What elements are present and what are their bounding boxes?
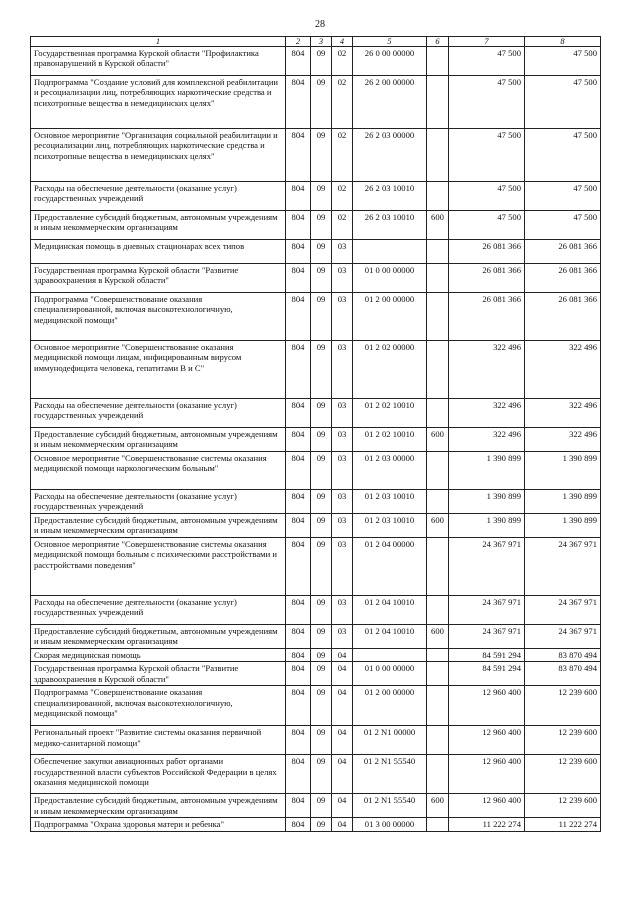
- section-code-cell: 09: [311, 514, 332, 538]
- section-code-cell: 09: [311, 755, 332, 794]
- amount-year1-cell: 12 960 400: [449, 686, 525, 726]
- section-code-cell: 09: [311, 47, 332, 76]
- row-name-cell: Предоставление субсидий бюджетным, автономным учреждениям и иным некоммерческим организациям: [31, 211, 286, 240]
- column-header: 6: [427, 37, 449, 47]
- row-name-cell: Скорая медицинская помощь: [31, 649, 286, 662]
- amount-year1-cell: 47 500: [449, 182, 525, 211]
- amount-year1-cell: 12 960 400: [449, 794, 525, 818]
- section-code-cell: 09: [311, 794, 332, 818]
- table-body: [31, 47, 601, 832]
- subsection-code-cell: 03: [332, 240, 353, 264]
- grbs-code-cell: 804: [286, 625, 311, 649]
- table-row: [31, 794, 601, 818]
- section-code-cell: 09: [311, 818, 332, 832]
- section-code-cell: 09: [311, 182, 332, 211]
- amount-year1-cell: 12 960 400: [449, 726, 525, 755]
- section-code-cell: 09: [311, 240, 332, 264]
- row-name-cell: Основное мероприятие "Совершенствование оказания медицинской помощи лицам, инфицированным вирусом иммунодефицита человека, гепатитами В и С": [31, 341, 286, 399]
- row-name-cell: Государственная программа Курской области "Профилактика правонарушений в Курской области": [31, 47, 286, 76]
- table-row: [31, 596, 601, 625]
- column-header: 4: [332, 37, 353, 47]
- amount-year1-cell: 26 081 366: [449, 293, 525, 341]
- section-code-cell: 09: [311, 662, 332, 686]
- section-code-cell: 09: [311, 211, 332, 240]
- grbs-code-cell: 804: [286, 818, 311, 832]
- target-article-cell: [353, 649, 427, 662]
- amount-year1-cell: 47 500: [449, 129, 525, 182]
- amount-year2-cell: 1 390 899: [525, 490, 601, 514]
- table-row: [31, 240, 601, 264]
- table-row: [31, 76, 601, 129]
- section-code-cell: 09: [311, 129, 332, 182]
- target-article-cell: [353, 240, 427, 264]
- grbs-code-cell: 804: [286, 47, 311, 76]
- grbs-code-cell: 804: [286, 211, 311, 240]
- subsection-code-cell: 03: [332, 341, 353, 399]
- row-name-cell: Предоставление субсидий бюджетным, автономным учреждениям и иным некоммерческим организациям: [31, 625, 286, 649]
- amount-year1-cell: 322 496: [449, 399, 525, 428]
- amount-year2-cell: 1 390 899: [525, 514, 601, 538]
- expense-type-cell: 600: [427, 514, 449, 538]
- subsection-code-cell: 04: [332, 794, 353, 818]
- section-code-cell: 09: [311, 341, 332, 399]
- grbs-code-cell: 804: [286, 293, 311, 341]
- table-row: [31, 818, 601, 832]
- table-row: [31, 514, 601, 538]
- amount-year2-cell: 26 081 366: [525, 240, 601, 264]
- target-article-cell: 01 2 04 10010: [353, 625, 427, 649]
- grbs-code-cell: 804: [286, 182, 311, 211]
- amount-year2-cell: 26 081 366: [525, 293, 601, 341]
- target-article-cell: 01 0 00 00000: [353, 264, 427, 293]
- amount-year2-cell: 24 367 971: [525, 596, 601, 625]
- section-code-cell: 09: [311, 625, 332, 649]
- amount-year2-cell: 26 081 366: [525, 264, 601, 293]
- target-article-cell: 01 2 00 00000: [353, 686, 427, 726]
- amount-year1-cell: 1 390 899: [449, 490, 525, 514]
- amount-year2-cell: 322 496: [525, 399, 601, 428]
- section-code-cell: 09: [311, 596, 332, 625]
- amount-year2-cell: 12 239 600: [525, 755, 601, 794]
- amount-year1-cell: 84 591 294: [449, 662, 525, 686]
- section-code-cell: 09: [311, 264, 332, 293]
- section-code-cell: 09: [311, 293, 332, 341]
- row-name-cell: Государственная программа Курской области "Развитие здравоохранения в Курской области": [31, 662, 286, 686]
- amount-year1-cell: 12 960 400: [449, 755, 525, 794]
- amount-year2-cell: 47 500: [525, 76, 601, 129]
- amount-year2-cell: 47 500: [525, 47, 601, 76]
- section-code-cell: 09: [311, 686, 332, 726]
- amount-year2-cell: 12 239 600: [525, 726, 601, 755]
- expense-type-cell: [427, 538, 449, 596]
- amount-year1-cell: 47 500: [449, 211, 525, 240]
- grbs-code-cell: 804: [286, 129, 311, 182]
- row-name-cell: Предоставление субсидий бюджетным, автономным учреждениям и иным некоммерческим организациям: [31, 794, 286, 818]
- table-row: [31, 452, 601, 490]
- expense-type-cell: [427, 490, 449, 514]
- subsection-code-cell: 03: [332, 514, 353, 538]
- expense-type-cell: [427, 649, 449, 662]
- column-header: 5: [353, 37, 427, 47]
- subsection-code-cell: 04: [332, 818, 353, 832]
- subsection-code-cell: 03: [332, 625, 353, 649]
- row-name-cell: Подпрограмма "Создание условий для комплексной реабилитации и ресоциализации лиц, потребляющих наркотические средства и психотропные вещества в немедицинских целях": [31, 76, 286, 129]
- column-header: 1: [31, 37, 286, 47]
- grbs-code-cell: 804: [286, 490, 311, 514]
- expense-type-cell: [427, 341, 449, 399]
- subsection-code-cell: 02: [332, 76, 353, 129]
- target-article-cell: 01 2 04 00000: [353, 538, 427, 596]
- amount-year2-cell: 47 500: [525, 129, 601, 182]
- subsection-code-cell: 04: [332, 686, 353, 726]
- row-name-cell: Расходы на обеспечение деятельности (оказание услуг) государственных учреждений: [31, 490, 286, 514]
- table-row: [31, 649, 601, 662]
- section-code-cell: 09: [311, 538, 332, 596]
- amount-year2-cell: 322 496: [525, 341, 601, 399]
- expense-type-cell: 600: [427, 211, 449, 240]
- target-article-cell: 01 2 N1 00000: [353, 726, 427, 755]
- subsection-code-cell: 02: [332, 182, 353, 211]
- table-row: [31, 341, 601, 399]
- target-article-cell: 01 3 00 00000: [353, 818, 427, 832]
- table-row: [31, 264, 601, 293]
- grbs-code-cell: 804: [286, 662, 311, 686]
- table-row: [31, 211, 601, 240]
- grbs-code-cell: 804: [286, 264, 311, 293]
- row-name-cell: Подпрограмма "Совершенствование оказания специализированной, включая высокотехнологичную, медицинской помощи": [31, 293, 286, 341]
- grbs-code-cell: 804: [286, 399, 311, 428]
- expense-type-cell: [427, 240, 449, 264]
- row-name-cell: Подпрограмма "Охрана здоровья матери и ребенка": [31, 818, 286, 832]
- grbs-code-cell: 804: [286, 76, 311, 129]
- target-article-cell: 01 0 00 00000: [353, 662, 427, 686]
- expense-type-cell: [427, 818, 449, 832]
- grbs-code-cell: 804: [286, 755, 311, 794]
- target-article-cell: 26 2 03 00000: [353, 129, 427, 182]
- expense-type-cell: [427, 293, 449, 341]
- target-article-cell: 01 2 03 10010: [353, 514, 427, 538]
- amount-year1-cell: 1 390 899: [449, 514, 525, 538]
- row-name-cell: Региональный проект "Развитие системы оказания первичной медико-санитарной помощи": [31, 726, 286, 755]
- column-header: 3: [311, 37, 332, 47]
- expense-type-cell: [427, 686, 449, 726]
- target-article-cell: 26 2 03 10010: [353, 182, 427, 211]
- table-row: [31, 182, 601, 211]
- amount-year1-cell: 11 222 274: [449, 818, 525, 832]
- table-row: [31, 726, 601, 755]
- subsection-code-cell: 03: [332, 293, 353, 341]
- section-code-cell: 09: [311, 649, 332, 662]
- expense-type-cell: [427, 182, 449, 211]
- grbs-code-cell: 804: [286, 649, 311, 662]
- amount-year1-cell: 26 081 366: [449, 264, 525, 293]
- amount-year2-cell: 12 239 600: [525, 794, 601, 818]
- amount-year1-cell: 1 390 899: [449, 452, 525, 490]
- table-row: [31, 662, 601, 686]
- table-row: [31, 625, 601, 649]
- subsection-code-cell: 04: [332, 649, 353, 662]
- expense-type-cell: [427, 399, 449, 428]
- expense-type-cell: [427, 264, 449, 293]
- expense-type-cell: [427, 662, 449, 686]
- amount-year1-cell: 26 081 366: [449, 240, 525, 264]
- subsection-code-cell: 03: [332, 264, 353, 293]
- subsection-code-cell: 02: [332, 47, 353, 76]
- subsection-code-cell: 03: [332, 596, 353, 625]
- target-article-cell: 01 2 N1 55540: [353, 755, 427, 794]
- amount-year1-cell: 24 367 971: [449, 625, 525, 649]
- expense-type-cell: [427, 129, 449, 182]
- expense-type-cell: [427, 76, 449, 129]
- target-article-cell: 01 2 04 10010: [353, 596, 427, 625]
- amount-year2-cell: 24 367 971: [525, 538, 601, 596]
- row-name-cell: Основное мероприятие "Организация социальной реабилитации и ресоциализации лиц, потребляющих наркотические средства и психотропные вещества в немедицинских целях": [31, 129, 286, 182]
- row-name-cell: Основное мероприятие "Совершенствование системы оказания медицинской помощи наркологическим больным": [31, 452, 286, 490]
- row-name-cell: Подпрограмма "Совершенствование оказания специализированной, включая высокотехнологичную, медицинской помощи": [31, 686, 286, 726]
- table-row: [31, 129, 601, 182]
- column-header: 2: [286, 37, 311, 47]
- amount-year1-cell: 322 496: [449, 428, 525, 452]
- grbs-code-cell: 804: [286, 240, 311, 264]
- expense-type-cell: 600: [427, 794, 449, 818]
- row-name-cell: Медицинская помощь в дневных стационарах всех типов: [31, 240, 286, 264]
- amount-year1-cell: 84 591 294: [449, 649, 525, 662]
- grbs-code-cell: 804: [286, 686, 311, 726]
- amount-year2-cell: 12 239 600: [525, 686, 601, 726]
- amount-year1-cell: 47 500: [449, 47, 525, 76]
- expense-type-cell: [427, 47, 449, 76]
- grbs-code-cell: 804: [286, 726, 311, 755]
- target-article-cell: 26 2 00 00000: [353, 76, 427, 129]
- amount-year2-cell: 1 390 899: [525, 452, 601, 490]
- target-article-cell: 01 2 03 10010: [353, 490, 427, 514]
- subsection-code-cell: 04: [332, 755, 353, 794]
- table-row: [31, 490, 601, 514]
- target-article-cell: 26 2 03 10010: [353, 211, 427, 240]
- row-name-cell: Расходы на обеспечение деятельности (оказание услуг) государственных учреждений: [31, 399, 286, 428]
- subsection-code-cell: 02: [332, 129, 353, 182]
- subsection-code-cell: 04: [332, 662, 353, 686]
- table-row: [31, 293, 601, 341]
- section-code-cell: 09: [311, 452, 332, 490]
- target-article-cell: 01 2 00 00000: [353, 293, 427, 341]
- amount-year1-cell: 24 367 971: [449, 538, 525, 596]
- row-name-cell: Предоставление субсидий бюджетным, автономным учреждениям и иным некоммерческим организациям: [31, 514, 286, 538]
- amount-year1-cell: 322 496: [449, 341, 525, 399]
- section-code-cell: 09: [311, 726, 332, 755]
- table-row: [31, 538, 601, 596]
- grbs-code-cell: 804: [286, 794, 311, 818]
- amount-year2-cell: 47 500: [525, 211, 601, 240]
- section-code-cell: 09: [311, 490, 332, 514]
- expense-type-cell: [427, 596, 449, 625]
- expense-type-cell: 600: [427, 428, 449, 452]
- subsection-code-cell: 03: [332, 428, 353, 452]
- section-code-cell: 09: [311, 428, 332, 452]
- table-row: [31, 755, 601, 794]
- row-name-cell: Расходы на обеспечение деятельности (оказание услуг) государственных учреждений: [31, 596, 286, 625]
- target-article-cell: 26 0 00 00000: [353, 47, 427, 76]
- expense-type-cell: [427, 452, 449, 490]
- target-article-cell: 01 2 02 00000: [353, 341, 427, 399]
- subsection-code-cell: 03: [332, 490, 353, 514]
- budget-table: [30, 36, 601, 832]
- row-name-cell: Обеспечение закупки авиационных работ органами государственной власти субъектов Российской Федерации в целях оказания медицинской помощи: [31, 755, 286, 794]
- amount-year2-cell: 322 496: [525, 428, 601, 452]
- subsection-code-cell: 03: [332, 452, 353, 490]
- row-name-cell: Предоставление субсидий бюджетным, автономным учреждениям и иным некоммерческим организациям: [31, 428, 286, 452]
- section-code-cell: 09: [311, 76, 332, 129]
- grbs-code-cell: 804: [286, 596, 311, 625]
- table-row: [31, 47, 601, 76]
- subsection-code-cell: 03: [332, 399, 353, 428]
- target-article-cell: 01 2 N1 55540: [353, 794, 427, 818]
- table-row: [31, 428, 601, 452]
- page-number: 28: [315, 19, 325, 30]
- expense-type-cell: [427, 755, 449, 794]
- row-name-cell: Основное мероприятие "Совершенствование системы оказания медицинской помощи больным с психическими расстройствами и расстройствами поведения": [31, 538, 286, 596]
- amount-year1-cell: 24 367 971: [449, 596, 525, 625]
- target-article-cell: 01 2 02 10010: [353, 428, 427, 452]
- subsection-code-cell: 04: [332, 726, 353, 755]
- subsection-code-cell: 03: [332, 538, 353, 596]
- column-number-row: [31, 37, 601, 47]
- table-row: [31, 399, 601, 428]
- grbs-code-cell: 804: [286, 452, 311, 490]
- grbs-code-cell: 804: [286, 514, 311, 538]
- amount-year2-cell: 47 500: [525, 182, 601, 211]
- row-name-cell: Государственная программа Курской области "Развитие здравоохранения в Курской области": [31, 264, 286, 293]
- grbs-code-cell: 804: [286, 341, 311, 399]
- amount-year2-cell: 83 870 494: [525, 649, 601, 662]
- amount-year2-cell: 11 222 274: [525, 818, 601, 832]
- expense-type-cell: 600: [427, 625, 449, 649]
- amount-year1-cell: 47 500: [449, 76, 525, 129]
- expense-type-cell: [427, 726, 449, 755]
- grbs-code-cell: 804: [286, 428, 311, 452]
- amount-year2-cell: 83 870 494: [525, 662, 601, 686]
- target-article-cell: 01 2 03 00000: [353, 452, 427, 490]
- section-code-cell: 09: [311, 399, 332, 428]
- subsection-code-cell: 02: [332, 211, 353, 240]
- column-header: 8: [525, 37, 601, 47]
- column-header: 7: [449, 37, 525, 47]
- target-article-cell: 01 2 02 10010: [353, 399, 427, 428]
- row-name-cell: Расходы на обеспечение деятельности (оказание услуг) государственных учреждений: [31, 182, 286, 211]
- grbs-code-cell: 804: [286, 538, 311, 596]
- amount-year2-cell: 24 367 971: [525, 625, 601, 649]
- table-row: [31, 686, 601, 726]
